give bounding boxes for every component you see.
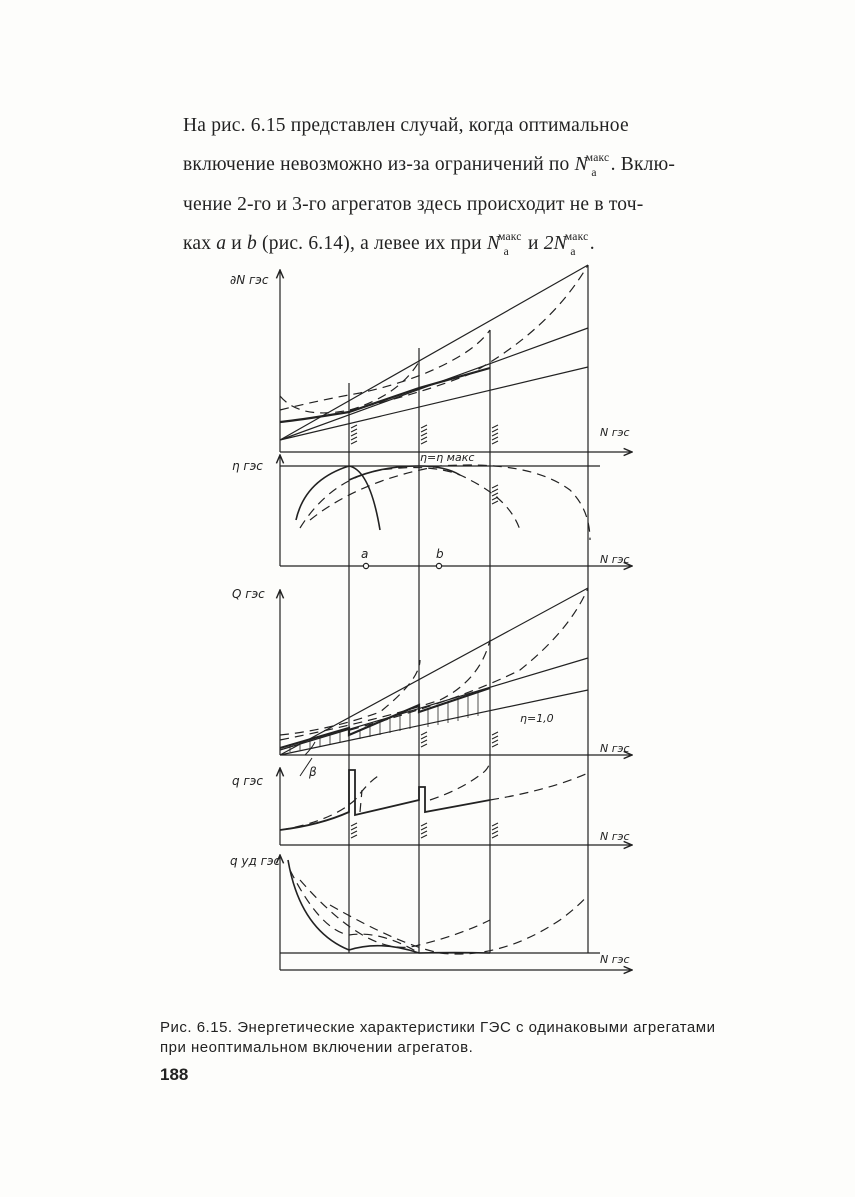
point-b-label: b	[436, 547, 444, 561]
para-line-1: На рис. 6.15 представлен случай, когда оптимальное	[183, 115, 629, 136]
panel-dN	[280, 265, 632, 452]
panel-q	[280, 762, 632, 845]
panel1-line-3	[280, 265, 588, 440]
panel-qud	[280, 855, 632, 970]
panel2-curve-1	[296, 466, 380, 530]
panel4-step-curve	[280, 770, 490, 830]
panel1-dash-3	[350, 265, 588, 410]
panel2-ylabel: η гэс	[232, 459, 263, 473]
panel2-annotation: η=η макс	[420, 451, 475, 464]
panel5-ylabel: q уд гэс	[230, 854, 281, 868]
para-line-4: ках a и b (рис. 6.14), а левее их при $N^{макс}_а$ и $2N^{макс}_а$ .	[183, 231, 595, 258]
panel4-xlabel: N гэс	[600, 830, 630, 843]
panel2-dash-1	[300, 468, 520, 530]
panel3-dash-3	[350, 588, 588, 730]
panel1-line-1	[280, 367, 588, 440]
panel2-dash-2	[310, 465, 590, 540]
point-a-marker	[363, 563, 368, 568]
figure-caption: Рис. 6.15. Энергетические характеристики ГЭС с одинаковыми агрегатами при неоптимальном включении агрегатов.	[160, 1019, 716, 1056]
page-number: 188	[160, 1065, 189, 1084]
point-a-label: a	[361, 547, 369, 561]
beta-label: β	[309, 765, 317, 779]
panel2-xlabel: N гэс	[600, 553, 630, 566]
para-line-3: чение 2-го и 3-го агрегатов здесь происходит не в точ-	[183, 194, 644, 215]
panel4-dash-4	[490, 773, 588, 800]
panel3-dash-2	[280, 640, 490, 740]
panel5-xlabel: N гэс	[600, 953, 630, 966]
panel3-xlabel: N гэс	[600, 742, 630, 755]
panel3-annotation: η=1,0	[520, 712, 554, 725]
panel1-ylabel: ∂N гэс	[230, 273, 269, 287]
panel5-envelope	[288, 860, 490, 953]
panel1-xlabel: N гэс	[600, 426, 630, 439]
panel3-ylabel: Q гэс	[232, 587, 265, 601]
panel4-dash-1	[280, 775, 380, 830]
panel3-dash-1	[280, 660, 420, 735]
point-b-marker	[436, 563, 441, 568]
panel5-dash-3	[330, 895, 588, 954]
para-line-2: включение невозможно из-за ограничений по $N^{макс}_а$ . Вклю-	[183, 152, 676, 179]
panel4-dash-3	[430, 762, 490, 800]
panel4-ylabel: q гэс	[232, 774, 263, 788]
panel-eta	[280, 455, 632, 569]
guide-hatch-marks	[351, 425, 498, 838]
panel-Q	[280, 588, 632, 776]
